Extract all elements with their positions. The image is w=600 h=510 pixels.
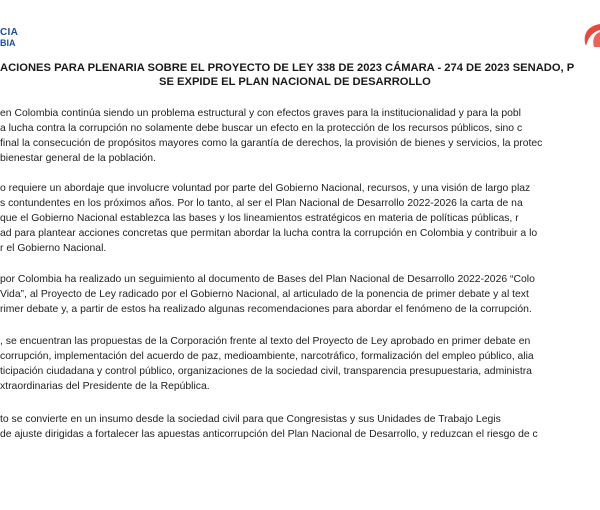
text-line: a lucha contra la corrupción no solamente debe buscar un efecto en la protección de los recursos públicos, sino c bbox=[0, 123, 523, 134]
logo-text-line-2: BIA bbox=[0, 38, 16, 48]
paragraph-2 bbox=[0, 181, 600, 256]
text-line: ad para plantear acciones concretas que permitan abordar la lucha contra la corrupción en Colombia y contribuir a lo bbox=[0, 228, 538, 239]
text-line: xtraordinarias del Presidente de la República. bbox=[0, 381, 210, 392]
text-line: to se convierte en un insumo desde la sociedad civil para que Congresistas y sus Unidades de Trabajo Legis bbox=[0, 414, 501, 425]
paragraph-1 bbox=[0, 106, 600, 166]
text-line: final la consecución de propósitos mayores como la garantía de derechos, la provisión de bienes y servicios, la protec bbox=[0, 138, 543, 149]
logo-text-line-1: CIA bbox=[0, 27, 19, 38]
paragraph-3 bbox=[0, 272, 600, 317]
text-line: Vida”, al Proyecto de Ley radicado por el Gobierno Nacional, al articulado de la ponencia de primer debate y al text bbox=[0, 289, 529, 300]
text-line: por Colombia ha realizado un seguimiento al documento de Bases del Plan Nacional de Desarrollo 2022-2026 “Colo bbox=[0, 274, 535, 285]
org-logo-mark-icon bbox=[578, 22, 600, 48]
text-line: corrupción, implementación del acuerdo de paz, medioambiente, narcotráfico, formalización del empleo público, alia bbox=[0, 351, 534, 362]
title-line-2: SE EXPIDE EL PLAN NACIONAL DE DESARROLLO bbox=[159, 76, 431, 88]
paragraph-5 bbox=[0, 412, 600, 442]
title-line-1: ACIONES PARA PLENARIA SOBRE EL PROYECTO DE LEY 338 DE 2023 CÁMARA - 274 DE 2023 SENADO, P bbox=[0, 62, 575, 74]
text-line: , se encuentran las propuestas de la Corporación frente al texto del Proyecto de Ley aprobado en primer debate en bbox=[0, 336, 531, 347]
text-line: ticipación ciudadana y control público, organizaciones de la sociedad civil, transparencia presupuestaria, administra bbox=[0, 366, 532, 377]
text-line: de ajuste dirigidas a fortalecer las apuestas anticorrupción del Plan Nacional de Desarrollo, y reduzcan el riesgo de c bbox=[0, 429, 538, 440]
text-line: bienestar general de la población. bbox=[0, 153, 156, 164]
text-line: s contundentes en los próximos años. Por lo tanto, al ser el Plan Nacional de Desarrollo 2022-2026 la carta de na bbox=[0, 198, 523, 209]
text-line: en Colombia continúa siendo un problema estructural y con efectos graves para la institucionalidad y para la pobl bbox=[0, 108, 521, 119]
paragraph-4 bbox=[0, 334, 600, 394]
text-line: o requiere un abordaje que involucre voluntad por parte del Gobierno Nacional, recursos, y una visión de largo plaz bbox=[0, 183, 531, 194]
organization-logo bbox=[0, 27, 18, 49]
text-line: rimer debate y, a partir de estos ha realizado algunas recomendaciones para abordar el fenómeno de la corrupción. bbox=[0, 304, 532, 315]
text-line: que el Gobierno Nacional establezca las bases y los lineamientos estratégicos en materia de políticas públicas, r bbox=[0, 213, 519, 224]
text-line: r el Gobierno Nacional. bbox=[0, 243, 107, 254]
